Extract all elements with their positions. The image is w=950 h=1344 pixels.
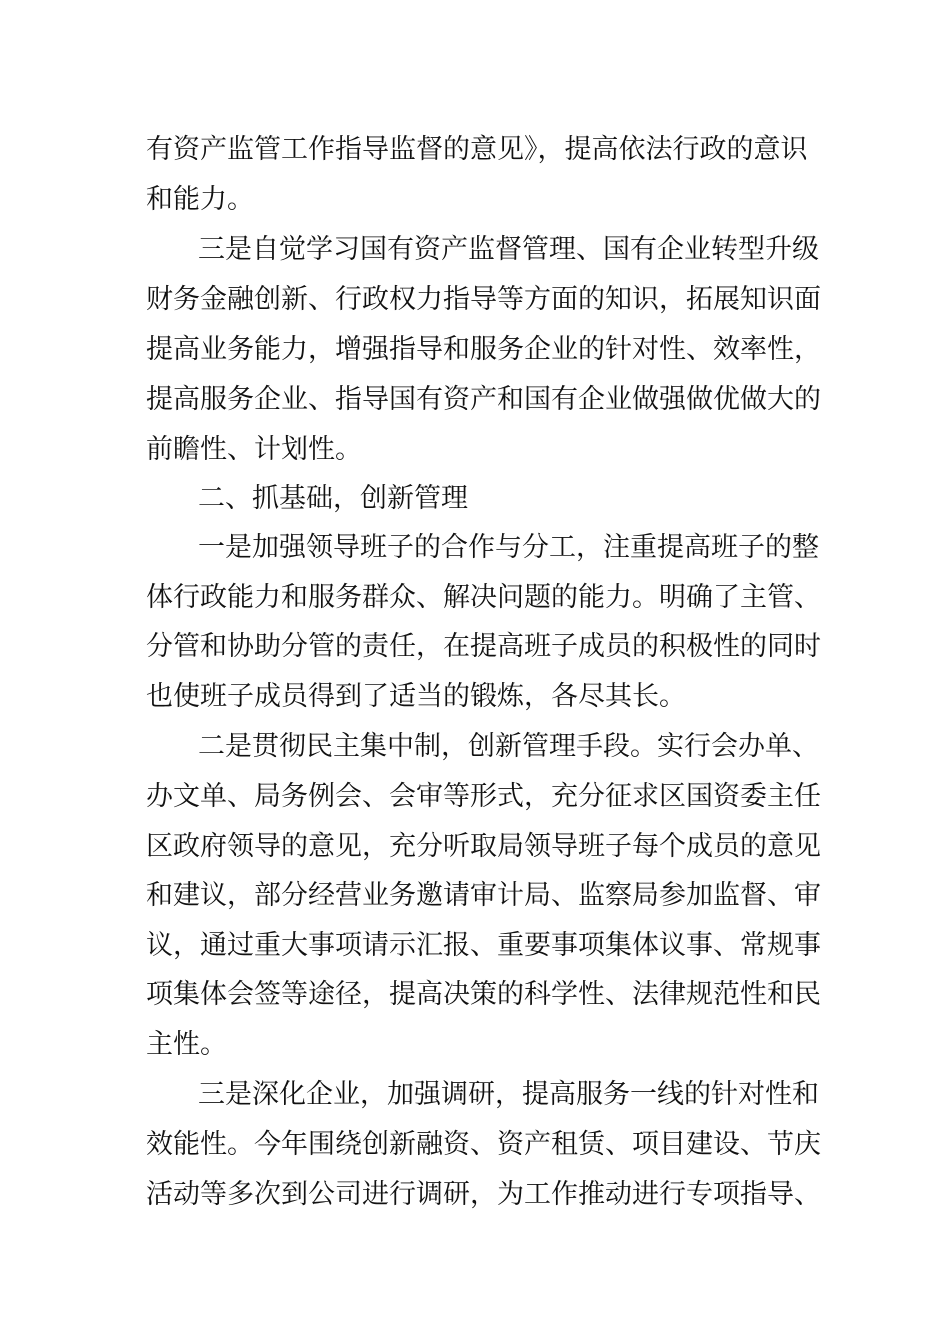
section-heading: 二、抓基础，创新管理 — [198, 483, 468, 514]
text-line: 活动等多次到公司进行调研，为工作推动进行专项指导、 — [146, 1179, 821, 1210]
paragraph-start-line: 三是深化企业，加强调研，提高服务一线的针对性和 — [198, 1079, 819, 1110]
text-line: 效能性。今年围绕创新融资、资产租赁、项目建设、节庆 — [146, 1129, 821, 1160]
text-line: 提高业务能力，增强指导和服务企业的针对性、效率性， — [146, 334, 821, 365]
text-line: 前瞻性、计划性。 — [146, 434, 362, 465]
text-line: 办文单、局务例会、会审等形式，充分征求区国资委主任 — [146, 781, 821, 812]
paragraph-start-line: 一是加强领导班子的合作与分工，注重提高班子的整 — [198, 532, 819, 563]
paragraph-start-line: 三是自觉学习国有资产监督管理、国有企业转型升级 — [198, 234, 819, 265]
text-line: 有资产监管工作指导监督的意见》，提高依法行政的意识 — [146, 134, 808, 165]
text-line: 分管和协助分管的责任，在提高班子成员的积极性的同时 — [146, 631, 821, 662]
text-line: 项集体会签等途径，提高决策的科学性、法律规范性和民 — [146, 979, 821, 1010]
text-line: 体行政能力和服务群众、解决问题的能力。明确了主管、 — [146, 582, 821, 613]
text-line: 和能力。 — [146, 184, 254, 215]
text-line: 议，通过重大事项请示汇报、重要事项集体议事、常规事 — [146, 930, 821, 961]
text-line: 区政府领导的意见，充分听取局领导班子每个成员的意见 — [146, 831, 821, 862]
text-line: 和建议，部分经营业务邀请审计局、监察局参加监督、审 — [146, 880, 821, 911]
text-line: 主性。 — [146, 1029, 227, 1060]
text-line: 也使班子成员得到了适当的锻炼，各尽其长。 — [146, 681, 686, 712]
paragraph-start-line: 二是贯彻民主集中制，创新管理手段。实行会办单、 — [198, 731, 819, 762]
text-line: 财务金融创新、行政权力指导等方面的知识，拓展知识面 — [146, 284, 821, 315]
text-line: 提高服务企业、指导国有资产和国有企业做强做优做大的 — [146, 384, 821, 415]
